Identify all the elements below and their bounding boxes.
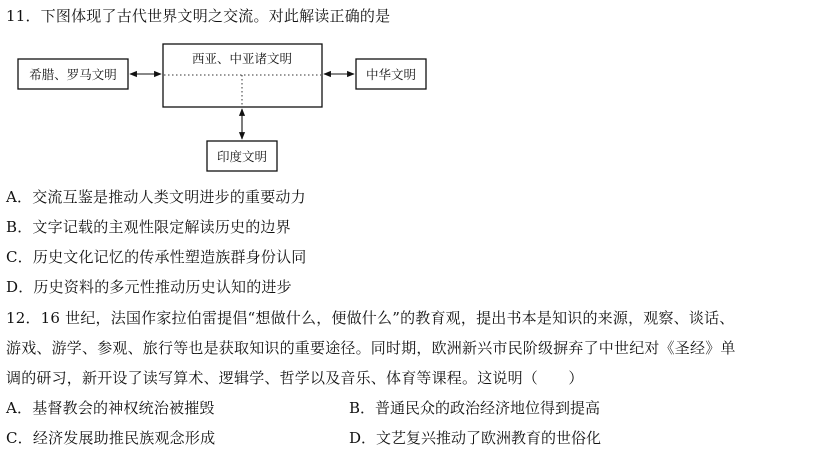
- option-12-b: B．普通民众的政治经济地位得到提高: [349, 399, 601, 417]
- left-box-label: 希腊、罗马文明: [29, 67, 117, 82]
- option-11-a: A．交流互鉴是推动人类文明进步的重要动力: [6, 188, 306, 206]
- question-12-line-3: 调的研习，新开设了读写算术、逻辑学、哲学以及音乐、体育等课程。这说明（ ）: [6, 369, 584, 387]
- option-11-b: B．文字记载的主观性限定解读历史的边界: [6, 218, 291, 236]
- bottom-box-label: 印度文明: [216, 149, 268, 164]
- option-12-d: D．文艺复兴推动了欧洲教育的世俗化: [349, 429, 602, 447]
- center-box-label: 西亚、中亚诸文明: [191, 51, 293, 66]
- question-12-line-1: 12．16 世纪，法国作家拉伯雷提倡“想做什么，便做什么”的教育观，提出书本是知识的来源，观察、谈话、: [6, 309, 735, 327]
- option-11-c: C．历史文化记忆的传承性塑造族群身份认同: [6, 248, 307, 266]
- question-11-stem: 11．下图体现了古代世界文明之交流。对此解读正确的是: [6, 7, 391, 25]
- right-box-label: 中华文明: [365, 67, 417, 82]
- question-12-line-2: 游戏、游学、参观、旅行等也是获取知识的重要途径。同时期，欧洲新兴市民阶级摒弃了中世纪对《圣经》单: [6, 339, 736, 357]
- option-12-c: C．经济发展助推民族观念形成: [6, 429, 216, 447]
- option-11-d: D．历史资料的多元性推动历史认知的进步: [6, 278, 292, 296]
- option-12-a: A．基督教会的神权统治被摧毁: [6, 399, 215, 417]
- civilization-exchange-diagram: [0, 0, 823, 190]
